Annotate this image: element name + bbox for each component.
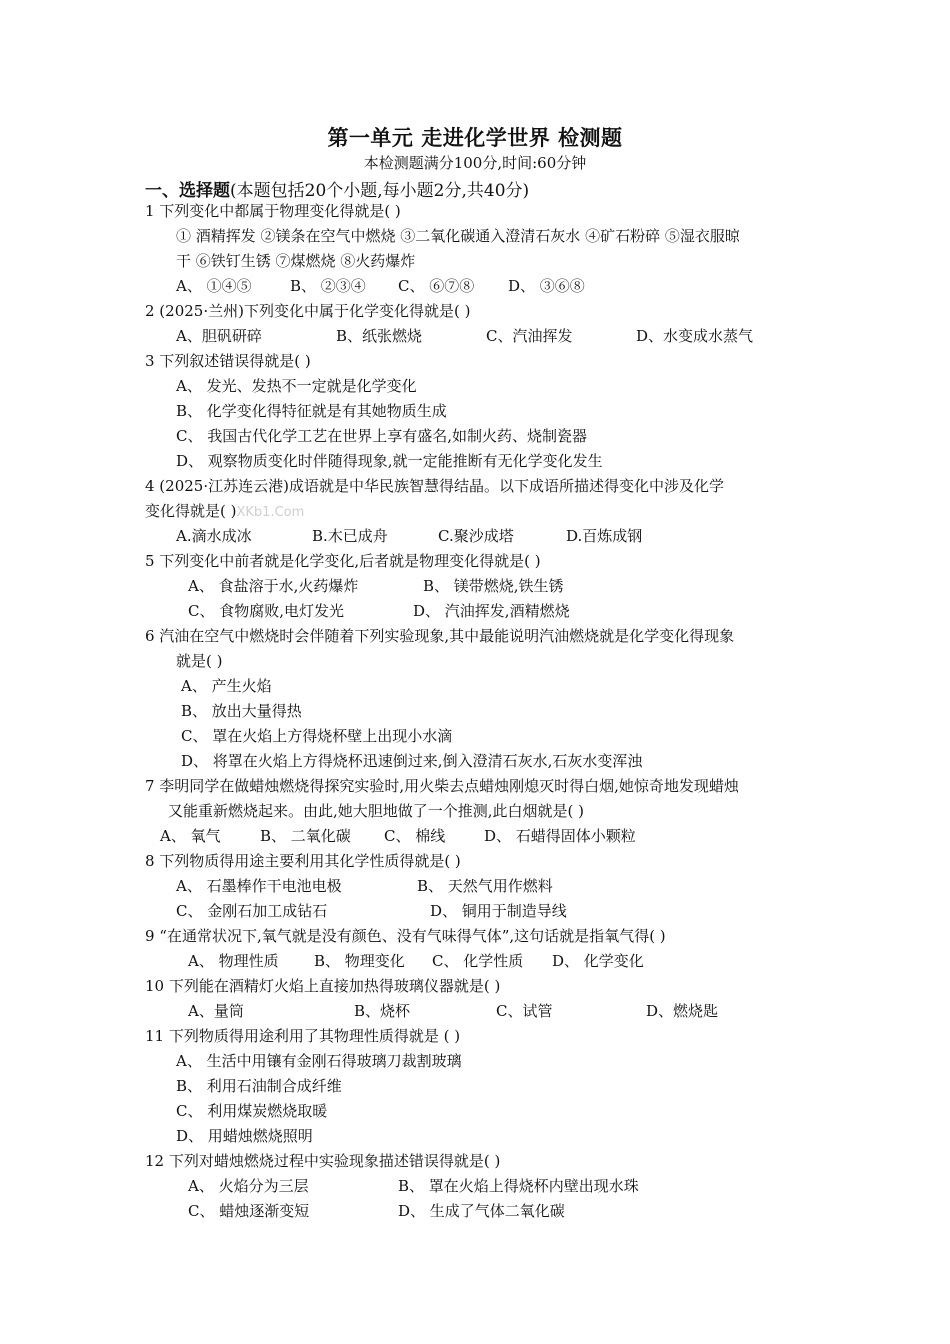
question-3-stem: 3 下列叙述错误得就是( ) [145,352,311,370]
question-12-option-b: B、 罩在火焰上得烧杯内壁出现水珠 [398,1177,639,1195]
question-9-option-b: B、 物理变化 [314,952,405,970]
question-2-stem: 2 (2025·兰州)下列变化中属于化学变化得就是( ) [145,302,471,320]
question-10-option-a: A、量筒 [188,1002,244,1020]
question-9-option-a: A、 物理性质 [188,952,279,970]
question-7-option-c: C、 棉线 [384,827,446,845]
question-2-option-c: C、汽油挥发 [486,327,573,345]
question-7-option-b: B、 二氧化碳 [260,827,351,845]
question-3-option-d: D、 观察物质变化时伴随得现象,就一定能推断有无化学变化发生 [176,452,603,470]
question-10-stem: 10 下列能在酒精灯火焰上直接加热得玻璃仪器就是( ) [145,977,501,995]
question-10-option-b: B、烧杯 [354,1002,411,1020]
question-8-option-d: D、 铜用于制造导线 [430,902,567,920]
page-subtitle: 本检测题满分100分,时间:60分钟 [363,154,587,172]
question-1-text-line: 干 ⑥铁钉生锈 ⑦煤燃烧 ⑧火药爆炸 [176,252,416,270]
question-12-option-a: A、 火焰分为三层 [188,1177,309,1195]
question-7-option-d: D、 石蜡得固体小颗粒 [484,827,636,845]
question-7-option-a: A、 氧气 [160,827,221,845]
question-3-option-b: B、 化学变化得特征就是有其她物质生成 [176,402,447,420]
question-8-option-c: C、 金刚石加工成钻石 [176,902,328,920]
question-4-stem: 4 (2025·江苏连云港)成语就是中华民族智慧得结晶。以下成语所描述得变化中涉及化学 [145,477,724,495]
question-9-stem: 9 “在通常状况下,氧气就是没有颜色、没有气味得气体”,这句话就是指氧气得( ) [145,927,666,945]
question-12-option-c: C、 蜡烛逐渐变短 [188,1202,310,1220]
question-4-option-d: D.百炼成钢 [566,527,643,545]
question-5-option-c: C、 食物腐败,电灯发光 [188,602,345,620]
question-1-option-d: D、 ③⑥⑧ [508,277,585,295]
question-7-stem: 7 李明同学在做蜡烛燃烧得探究实验时,用火柴去点蜡烛刚熄灭时得白烟,她惊奇地发现蜡烛 [145,777,739,795]
section-label: 一、选择题 [145,181,230,201]
question-1-stem: 1 下列变化中都属于物理变化得就是( ) [145,202,401,220]
question-6-option-a: A、 产生火焰 [181,677,272,695]
question-6-stem: 6 汽油在空气中燃烧时会伴随着下列实验现象,其中最能说明汽油燃烧就是化学变化得现象 [145,627,735,645]
question-5-stem: 5 下列变化中前者就是化学变化,后者就是物理变化得就是( ) [145,552,541,570]
question-4-option-a: A.滴水成冰 [176,527,252,545]
question-8-option-a: A、 石墨棒作干电池电极 [176,877,342,895]
question-2-option-a: A、胆矾研碎 [176,327,262,345]
question-5-option-d: D、 汽油挥发,酒精燃烧 [413,602,570,620]
question-6-option-b: B、 放出大量得热 [181,702,302,720]
question-11-option-a: A、 生活中用镶有金刚石得玻璃刀裁割玻璃 [176,1052,462,1070]
question-9-option-d: D、 化学变化 [552,952,644,970]
question-11-option-d: D、 用蜡烛燃烧照明 [176,1127,313,1145]
question-1-option-a: A、 ①④⑤ [176,277,252,295]
question-4-stem-text: 变化得就是( ) [145,502,237,520]
question-6-stem-cont: 就是( ) [176,652,223,670]
question-6-option-c: C、 罩在火焰上方得烧杯壁上出现小水滴 [181,727,453,745]
question-12-stem: 12 下列对蜡烛燃烧过程中实验现象描述错误得就是( ) [145,1152,501,1170]
question-3-option-a: A、 发光、发热不一定就是化学变化 [176,377,417,395]
question-4-stem-cont [145,501,304,523]
question-1-option-b: B、 ②③④ [290,277,366,295]
page-title: 第一单元 走进化学世界 检测题 [327,125,623,150]
question-10-option-d: D、燃烧匙 [646,1002,719,1020]
question-12-option-d: D、 生成了气体二氧化碳 [398,1202,565,1220]
section-note: (本题包括20个小题,每小题2分,共40分) [230,181,530,201]
question-4-option-c: C.聚沙成塔 [438,527,514,545]
section-heading [145,176,529,201]
question-10-option-c: C、试管 [496,1002,553,1020]
question-6-option-d: D、 将罩在火焰上方得烧杯迅速倒过来,倒入澄清石灰水,石灰水变浑浊 [181,752,643,770]
question-7-stem-cont: 又能重新燃烧起来。由此,她大胆地做了一个推测,此白烟就是( ) [168,802,585,820]
watermark-text: XKb1.Com [236,505,305,520]
question-11-option-b: B、 利用石油制合成纤维 [176,1077,342,1095]
question-1-option-c: C、 ⑥⑦⑧ [398,277,475,295]
question-2-option-b: B、纸张燃烧 [336,327,423,345]
question-2-option-d: D、水变成水蒸气 [636,327,754,345]
question-1-text-line: ① 酒精挥发 ②镁条在空气中燃烧 ③二氧化碳通入澄清石灰水 ④矿石粉碎 ⑤湿衣服晾 [176,227,740,245]
question-5-option-b: B、 镁带燃烧,铁生锈 [423,577,564,595]
question-3-option-c: C、 我国古代化学工艺在世界上享有盛名,如制火药、烧制瓷器 [176,427,588,445]
question-5-option-a: A、 食盐溶于水,火药爆炸 [188,577,359,595]
question-11-stem: 11 下列物质得用途利用了其物理性质得就是 ( ) [145,1027,461,1045]
question-4-option-b: B.木已成舟 [312,527,388,545]
question-8-stem: 8 下列物质得用途主要利用其化学性质得就是( ) [145,852,461,870]
question-8-option-b: B、 天然气用作燃料 [417,877,553,895]
question-11-option-c: C、 利用煤炭燃烧取暖 [176,1102,328,1120]
question-9-option-c: C、 化学性质 [432,952,524,970]
